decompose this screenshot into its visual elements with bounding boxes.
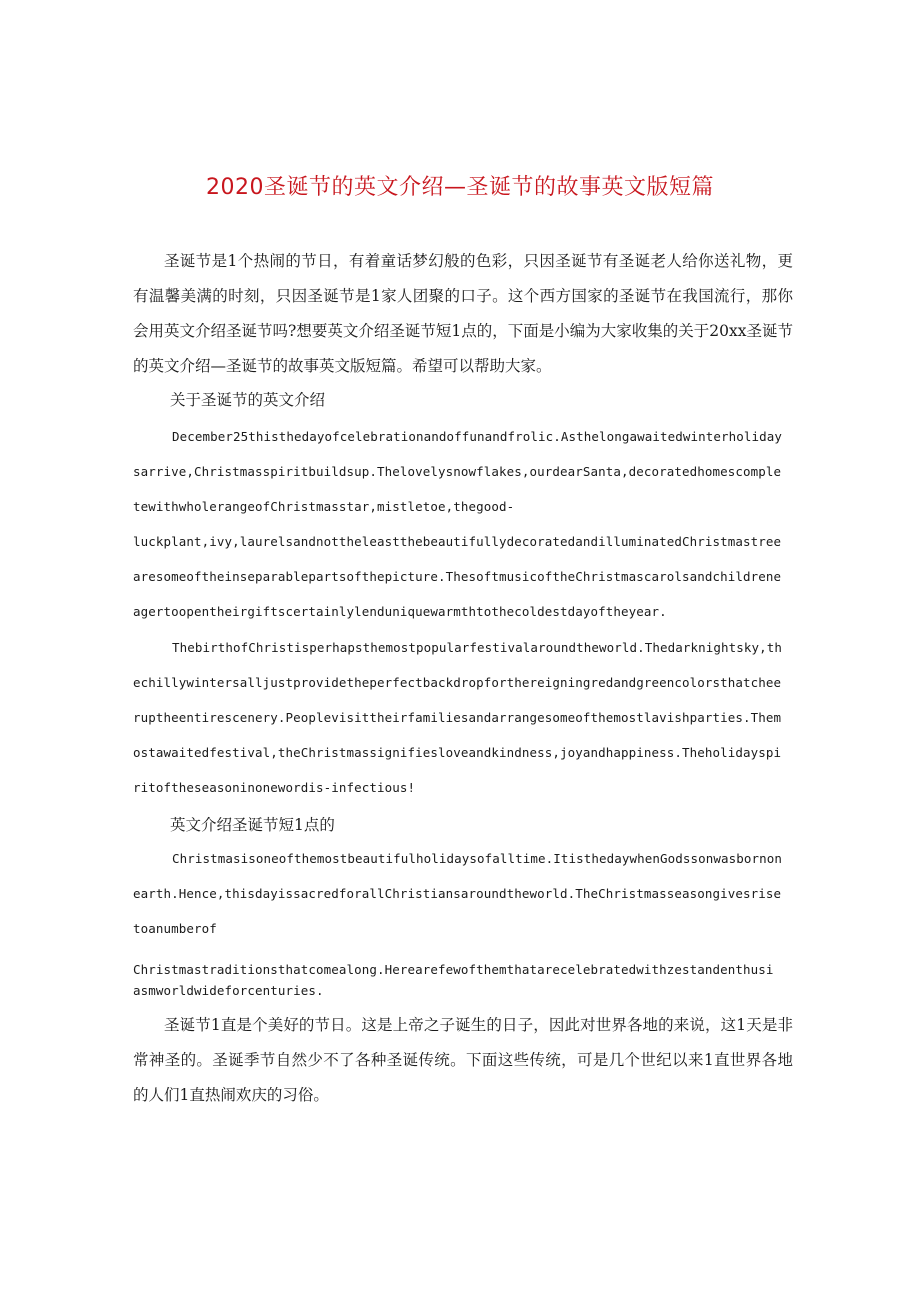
section1-para2-line: echillywintersalljustprovidetheperfectbackdropforthereigningredandgreencolorsthatchee bbox=[133, 675, 782, 690]
section1-para2-line: ThebirthofChristisperhapsthemostpopularfestivalaroundtheworld.Thedarknightsky,th bbox=[172, 640, 783, 655]
document-title: 2020圣诞节的英文介绍—圣诞节的故事英文版短篇 bbox=[206, 175, 714, 200]
section1-heading: 关于圣诞节的英文介绍 bbox=[170, 391, 326, 409]
intro-paragraph: 圣诞节是1个热闹的节日，有着童话梦幻般的色彩，只因圣诞节有圣诞老人给你送礼物，更有温馨美满的时刻，只因圣诞节是1家人团聚的口子。这个西方国家的圣诞节在我国流行，那你会用英文介绍圣诞节吗?想要英文介绍圣诞节短1点的，下面是小编为大家收集的关于20xx圣诞节的英文介绍—圣诞节的故事英文版短篇。希望可以帮助大家。 bbox=[133, 252, 793, 375]
section1-para1-line: sarrive,Christmasspiritbuildsup.Thelovelysnowflakes,ourdearSanta,decoratedhomescomple bbox=[133, 464, 782, 479]
section2-chinese-paragraph: 圣诞节1直是个美好的节日。这是上帝之子诞生的日子，因此对世界各地的来说，这1天是非常神圣的。圣诞季节自然少不了各种圣诞传统。下面这些传统，可是几个世纪以来1直世界各地的人们1直热闹欢庆的习俗。 bbox=[133, 1016, 793, 1104]
section1-para1-line: December25thisthedayofcelebrationandoffunandfrolic.Asthelongawaitedwinterholiday bbox=[172, 429, 783, 444]
section1-para1-line: luckplant,ivy,laurelsandnottheleastthebeautifullydecoratedandilluminatedChristmastree bbox=[133, 534, 782, 549]
section2-heading: 英文介绍圣诞节短1点的 bbox=[170, 816, 335, 834]
section1-para2-line: ruptheentirescenery.Peoplevisittheirfamiliesandarrangesomeofthemostlavishparties.Them bbox=[133, 710, 782, 725]
section2-en-line: earth.Hence,thisdayissacredforallChristiansaroundtheworld.TheChristmasseasongivesrise bbox=[133, 886, 782, 901]
section1-para1-line: tewithwholerangeofChristmasstar,mistletoe,thegood- bbox=[133, 499, 515, 514]
section2-en-line: Christmastraditionsthatcomealong.Herearefewofthemthatarecelebratedwithzestandenthusi bbox=[133, 962, 774, 977]
section2-en-line: toanumberof bbox=[133, 921, 217, 936]
section1-para1-line: agertoopentheirgiftscertainlylenduniquewarmthtothecoldestdayoftheyear. bbox=[133, 604, 667, 619]
section2-en-line: Christmasisoneofthemostbeautifulholidaysofalltime.ItisthedaywhenGodssonwasbornon bbox=[172, 851, 783, 866]
section2-en-line: asmworldwideforcenturies. bbox=[133, 983, 324, 998]
section1-para2-line: ostawaitedfestival,theChristmassignifiesloveandkindness,joyandhappiness.Theholidayspi bbox=[133, 745, 782, 760]
section1-para1-line: aresomeoftheinseparablepartsofthepicture.ThesoftmusicoftheChristmascarolsandchildrene bbox=[133, 569, 782, 584]
section1-para2-line: ritoftheseasoninonewordis-infectious! bbox=[133, 780, 416, 795]
